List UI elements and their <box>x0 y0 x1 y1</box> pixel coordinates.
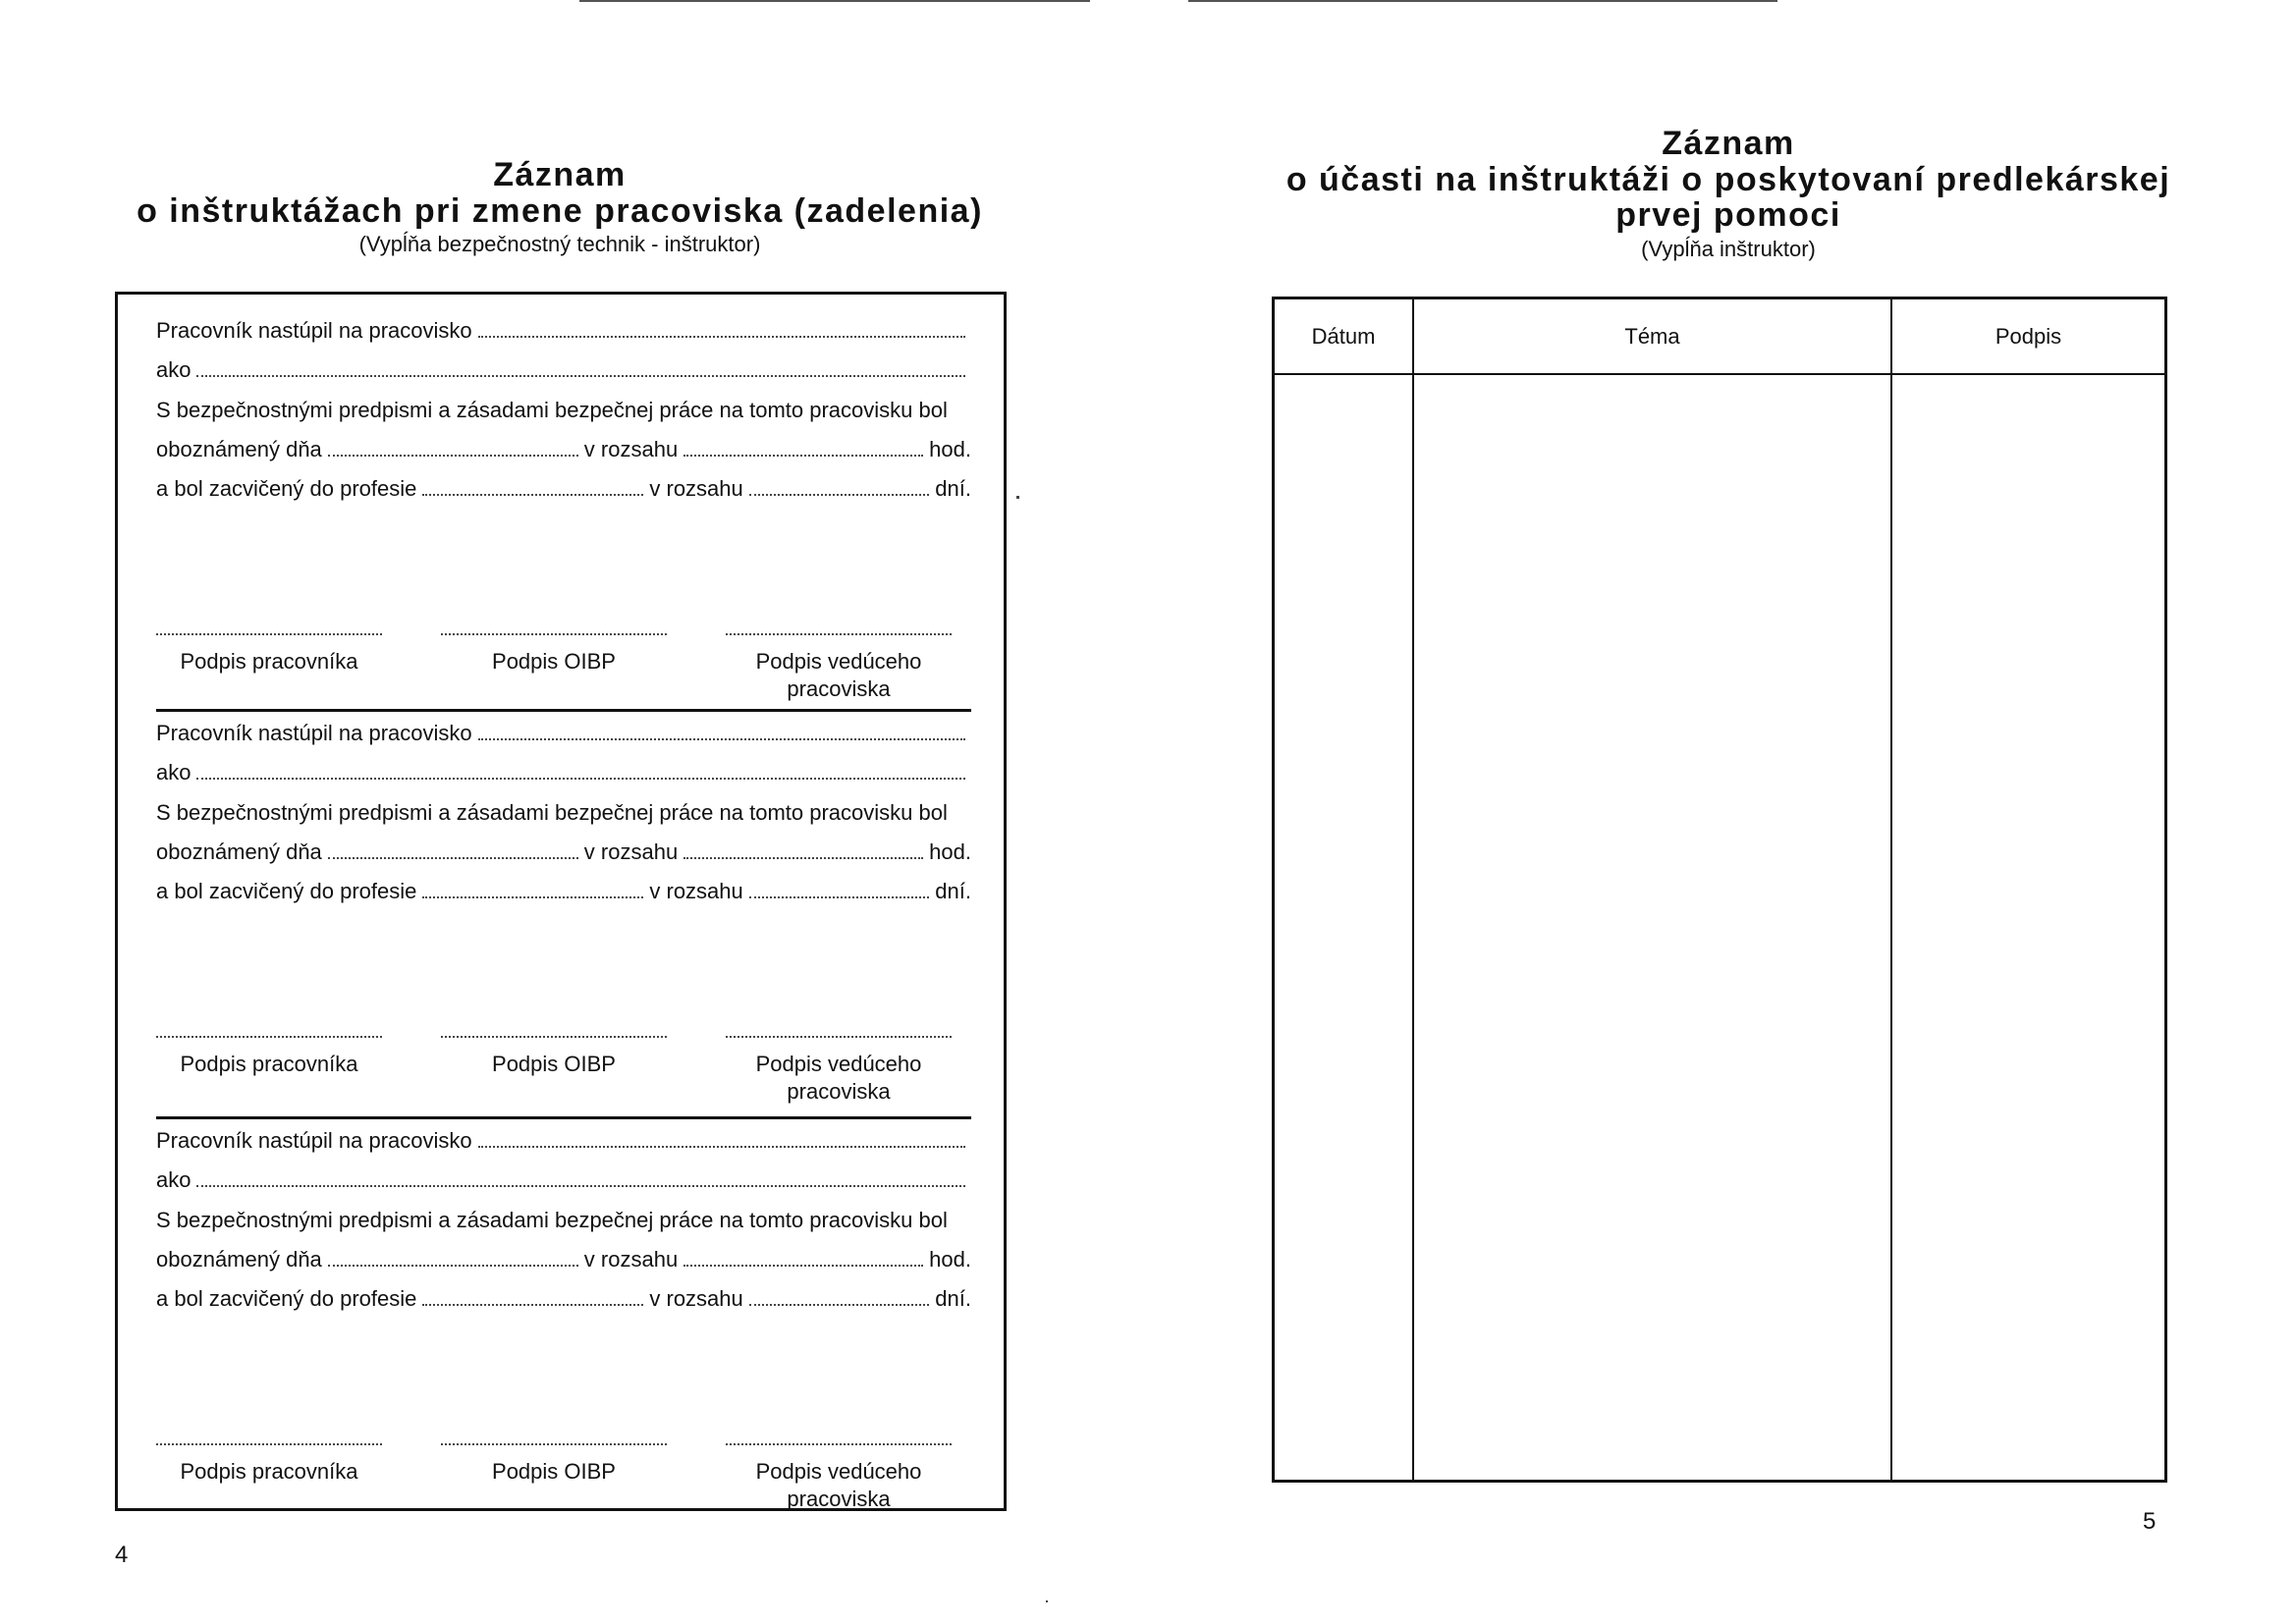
acquainted-date-field[interactable] <box>328 857 578 859</box>
manager-signature-field[interactable] <box>726 1036 952 1038</box>
as-line <box>156 756 971 785</box>
start-workplace-line <box>156 717 971 746</box>
days-field[interactable] <box>749 1304 930 1306</box>
days-unit: dní. <box>935 879 971 903</box>
trained-label: a bol zacvičený do profesie <box>156 476 417 501</box>
left-title-line1: Záznam <box>493 156 627 193</box>
right-title-line1: Záznam <box>1662 125 1795 162</box>
worker-signature-label: Podpis pracovníka <box>180 1052 358 1076</box>
first-aid-training-table <box>1272 297 2167 1483</box>
worker-signature-label: Podpis pracovníka <box>180 1459 358 1484</box>
acquainted-line <box>156 836 971 865</box>
scope-label: v rozsahu <box>583 1247 679 1272</box>
left-page-title <box>118 157 1002 256</box>
regulations-text <box>156 1204 971 1233</box>
acquainted-date-label: oboznámený dňa <box>156 1247 322 1272</box>
acquainted-date-label: oboznámený dňa <box>156 839 322 864</box>
position-field[interactable] <box>196 1185 965 1187</box>
regulations-text-label: S bezpečnostnými predpismi a zásadami bezpečnej práce na tomto pracovisku bol <box>156 800 948 825</box>
worker-signature-label: Podpis pracovníka <box>180 649 358 674</box>
hours-unit: hod. <box>929 839 971 864</box>
oibp-signature-label: Podpis OIBP <box>492 1052 616 1076</box>
table-header-divider <box>1275 373 2164 375</box>
acquainted-line <box>156 433 971 462</box>
left-subtitle: (Vypĺňa bezpečnostný technik - inštruktor) <box>358 232 761 257</box>
scan-speck <box>1016 496 1019 499</box>
worker-signature-field[interactable] <box>156 1443 382 1445</box>
regulations-text <box>156 394 971 423</box>
profession-field[interactable] <box>422 494 643 496</box>
start-workplace-line <box>156 314 971 344</box>
manager-signature-label <box>711 1458 966 1513</box>
trained-line <box>156 875 971 904</box>
as-label: ako <box>156 1167 191 1192</box>
regulations-text-label: S bezpečnostnými predpismi a zásadami bezpečnej práce na tomto pracovisku bol <box>156 1208 948 1232</box>
instruction-record-box <box>115 292 1007 1511</box>
right-title-line2: o účasti na inštruktáži o poskytovaní predlekárskej <box>1285 160 2171 198</box>
right-page-title <box>1247 126 2210 261</box>
manager-signature-label-line1: Podpis vedúceho <box>755 649 922 674</box>
manager-signature-field[interactable] <box>726 1443 952 1445</box>
oibp-signature-label: Podpis OIBP <box>492 649 616 674</box>
oibp-signature-label: Podpis OIBP <box>492 1459 616 1484</box>
hours-unit: hod. <box>929 437 971 461</box>
manager-signature-label <box>711 1051 966 1106</box>
right-title-line3: prvej pomoci <box>1615 196 1841 235</box>
worker-signature-field[interactable] <box>156 633 382 635</box>
manager-signature-field[interactable] <box>726 633 952 635</box>
oibp-signature-field[interactable] <box>441 633 667 635</box>
manager-signature-label-line2: pracoviska <box>787 1487 891 1511</box>
left-page-number: 4 <box>115 1542 129 1568</box>
acquainted-date-label: oboznámený dňa <box>156 437 322 461</box>
as-label: ako <box>156 357 191 382</box>
workplace-field[interactable] <box>478 738 965 740</box>
profession-field[interactable] <box>422 1304 643 1306</box>
start-workplace-label: Pracovník nastúpil na pracovisko <box>156 318 472 343</box>
scope-label: v rozsahu <box>649 1286 743 1311</box>
days-unit: dní. <box>935 1286 971 1311</box>
days-field[interactable] <box>749 494 930 496</box>
worker-signature-field[interactable] <box>156 1036 382 1038</box>
trained-label: a bol zacvičený do profesie <box>156 1286 417 1311</box>
regulations-text <box>156 796 971 826</box>
record-section <box>156 1119 971 1527</box>
hours-field[interactable] <box>683 455 923 457</box>
days-unit: dní. <box>935 476 971 501</box>
as-line <box>156 353 971 383</box>
trained-line <box>156 1282 971 1312</box>
column-header-date: Dátum <box>1311 323 1376 349</box>
right-subtitle: (Vypĺňa inštruktor) <box>1641 237 1816 262</box>
column-header-signature: Podpis <box>1994 323 2062 349</box>
hours-field[interactable] <box>683 1265 923 1267</box>
as-line <box>156 1164 971 1193</box>
trained-line <box>156 472 971 502</box>
scope-label: v rozsahu <box>649 879 743 903</box>
hours-field[interactable] <box>683 857 923 859</box>
table-column-divider <box>1890 299 1892 1480</box>
table-column-divider <box>1412 299 1414 1480</box>
top-edge-line-right <box>1188 0 1777 2</box>
acquainted-date-field[interactable] <box>328 455 578 457</box>
scan-speck <box>1046 1600 1048 1602</box>
days-field[interactable] <box>749 896 930 898</box>
manager-signature-label-line1: Podpis vedúceho <box>755 1459 922 1484</box>
workplace-field[interactable] <box>478 1146 965 1148</box>
column-header-topic: Téma <box>1624 323 1680 349</box>
manager-signature-label-line2: pracoviska <box>787 677 891 701</box>
record-section <box>156 712 971 1119</box>
scope-label: v rozsahu <box>583 437 679 461</box>
oibp-signature-field[interactable] <box>441 1036 667 1038</box>
oibp-signature-field[interactable] <box>441 1443 667 1445</box>
record-section <box>156 304 971 712</box>
manager-signature-label-line1: Podpis vedúceho <box>755 1052 922 1076</box>
acquainted-date-field[interactable] <box>328 1265 578 1267</box>
workplace-field[interactable] <box>478 336 965 338</box>
right-page-number: 5 <box>2143 1508 2157 1535</box>
scope-label: v rozsahu <box>583 839 679 864</box>
as-label: ako <box>156 760 191 785</box>
top-edge-line-left <box>579 0 1090 2</box>
manager-signature-label-line2: pracoviska <box>787 1079 891 1104</box>
position-field[interactable] <box>196 375 965 377</box>
position-field[interactable] <box>196 778 965 780</box>
hours-unit: hod. <box>929 1247 971 1272</box>
start-workplace-line <box>156 1124 971 1154</box>
profession-field[interactable] <box>422 896 643 898</box>
start-workplace-label: Pracovník nastúpil na pracovisko <box>156 721 472 745</box>
regulations-text-label: S bezpečnostnými predpismi a zásadami bezpečnej práce na tomto pracovisku bol <box>156 398 948 422</box>
left-title-line2: o inštruktážach pri zmene pracoviska (zadelenia) <box>137 191 983 230</box>
acquainted-line <box>156 1243 971 1272</box>
manager-signature-label <box>711 648 966 703</box>
scope-label: v rozsahu <box>649 476 743 501</box>
trained-label: a bol zacvičený do profesie <box>156 879 417 903</box>
start-workplace-label: Pracovník nastúpil na pracovisko <box>156 1128 472 1153</box>
